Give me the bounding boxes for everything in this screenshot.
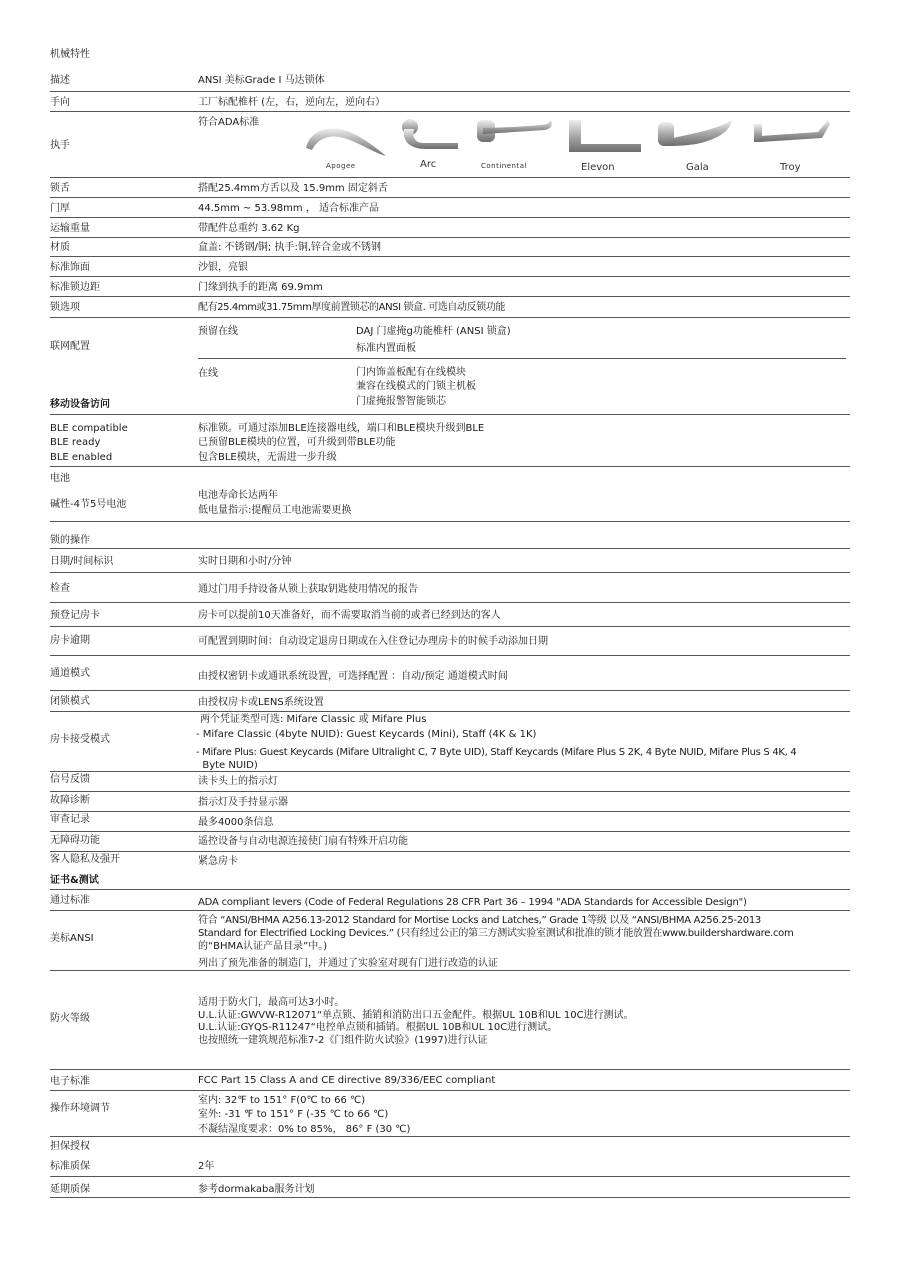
rule (50, 521, 850, 522)
ble-value-2: 已预留BLE模块的位置，可升级到带BLE功能 (198, 437, 396, 448)
rule (50, 851, 850, 852)
rule (50, 317, 850, 318)
passage-label: 通道模式 (50, 668, 90, 679)
handle-value: 符合ADA标准 (198, 117, 260, 128)
network-online-line-2: 兼容在线模式的门锁主机板 (356, 381, 476, 392)
handle-caption-gala: Gala (686, 162, 709, 173)
privacy-label: 客人隐私及强开 (50, 854, 120, 865)
handle-caption-elevon: Elevon (581, 162, 615, 173)
ext-warranty-label: 延期质保 (50, 1184, 90, 1195)
expiry-label: 房卡逾期 (50, 635, 90, 646)
fire-line-2: U.L.认证:GWVW-R12071“单点锁、插销和消防出口五金配件。根据UL 10B和UL 10C进行测试。 (198, 1010, 634, 1021)
fire-line-4: 也按照统一建筑规范标准7-2《门组件防火试验》(1997)进行认证 (198, 1035, 488, 1046)
preregister-value: 房卡可以提前10天准备好，而不需要取消当前的或者已经到达的客人 (198, 610, 501, 621)
section-warranty: 担保授权 (50, 1141, 90, 1152)
deadbolt-value: 由授权房卡或LENS系统设置 (198, 697, 324, 708)
options-label: 锁选项 (50, 302, 80, 313)
fire-label: 防火等级 (50, 1013, 90, 1024)
rule (50, 655, 850, 656)
finish-label: 标准饰面 (50, 262, 90, 273)
rule (50, 889, 850, 890)
rule (50, 177, 850, 178)
arc-lever-icon (398, 115, 460, 155)
rule (50, 217, 850, 218)
std-warranty-value: 2年 (198, 1161, 215, 1172)
rule (50, 197, 850, 198)
apogee-lever-icon (300, 118, 390, 160)
backset-label: 标准锁边距 (50, 282, 100, 293)
accessibility-value: 遥控设备与自动电源连接使门扇有特殊开启功能 (198, 836, 408, 847)
datetime-value: 实时日期和小时/分钟 (198, 556, 292, 567)
ansi-line-1: 符合 “ANSI/BHMA A256.13-2012 Standard for Mortise Locks and Latches,” Grade 1等级 以及 “ANSI/BHMA A256.25-2013 (198, 915, 761, 926)
rule (50, 256, 850, 257)
datetime-label: 日期/时间标识 (50, 556, 114, 567)
fire-line-1: 适用于防火门，最高可达3小时。 (198, 997, 345, 1008)
credential-line-3: - Mifare Plus: Guest Keycards (Mifare Ultralight C, 7 Byte UID), Staff Keycards (Mifare Plus S 2K, 4 Byte NUID, Mifare Plus S 4K, 4 (196, 747, 797, 758)
accessibility-label: 无障碍功能 (50, 835, 100, 846)
section-ops: 锁的操作 (50, 535, 90, 546)
handle-label: 执手 (50, 140, 70, 151)
privacy-value: 紧急房卡 (198, 856, 238, 867)
feedback-value: 读卡头上的指示灯 (198, 776, 278, 787)
ansi-line-3: 的“BHMA认证产品目录”中。) (198, 941, 328, 952)
expiry-value: 可配置到期时间：自动设定退房日期或在入住登记办理房卡的时候手动添加日期 (198, 636, 548, 647)
ansi-line-4: 列出了预先准备的制造门，并通过了实验室对现有门进行改造的认证 (198, 958, 498, 969)
network-online-line-3: 门虚掩报警智能锁芯 (356, 396, 446, 407)
rule (50, 572, 850, 573)
rule (50, 1176, 850, 1177)
rule (50, 1136, 850, 1137)
handle-caption-troy: Troy (780, 162, 801, 173)
rule (50, 111, 850, 112)
ble-label-2: BLE ready (50, 437, 101, 448)
section-cert: 证书&测试 (50, 875, 99, 886)
env-line-1: 室内: 32℉ to 151° F(0℃ to 66 ℃) (198, 1095, 366, 1106)
handing-label: 手向 (50, 97, 70, 108)
desc-label: 描述 (50, 75, 70, 86)
audit-value: 最多4000条信息 (198, 817, 274, 828)
rule (50, 1090, 850, 1091)
finish-value: 沙银，亮银 (198, 262, 248, 273)
credential-line-2: - Mifare Classic (4byte NUID): Guest Keycards (Mini), Staff (4K & 1K) (196, 729, 537, 740)
rule (50, 276, 850, 277)
network-ready-line-1: DAJ 门虚掩g功能椎杆 (ANSI 锁盒) (356, 326, 511, 337)
material-label: 材质 (50, 242, 70, 253)
ansi-label: 美标ANSI (50, 933, 94, 944)
rule (50, 296, 850, 297)
section-mobile: 移动设备访问 (50, 399, 110, 410)
check-value: 通过门用手持设备从锁上获取钥匙使用情况的报告 (198, 584, 418, 595)
emc-value: FCC Part 15 Class A and CE directive 89/336/EEC compliant (198, 1075, 496, 1086)
network-ready-label: 预留在线 (198, 326, 238, 337)
latch-value: 搭配25.4mm方舌以及 15.9mm 固定斜舌 (198, 183, 388, 194)
credential-line-1: 两个凭证类型可选: Mifare Classic 或 Mifare Plus (200, 714, 427, 725)
deadbolt-label: 闭锁模式 (50, 696, 90, 707)
credential-label: 房卡接受模式 (50, 734, 110, 745)
network-online-label: 在线 (198, 368, 218, 379)
door-value: 44.5mm ~ 53.98mm ， 适合标准产品 (198, 203, 379, 214)
backset-value: 门缘到执手的距离 69.9mm (198, 282, 323, 293)
section-mechanical: 机械特性 (50, 49, 90, 60)
elevon-lever-icon (565, 116, 645, 156)
ble-value-3: 包含BLE模块，无需进一步升级 (198, 452, 337, 463)
troy-lever-icon (752, 116, 832, 150)
rule (50, 414, 850, 415)
check-label: 检查 (50, 583, 70, 594)
standard-label: 通过标准 (50, 895, 90, 906)
ble-label-1: BLE compatible (50, 423, 128, 434)
latch-label: 锁舌 (50, 183, 70, 194)
passage-value: 由授权密钥卡或通讯系统设置，可选择配置 ：自动/预定 通道模式时间 (198, 671, 508, 682)
credential-line-4: Byte NUID) (196, 760, 258, 771)
rule (50, 690, 850, 691)
rule (50, 970, 850, 971)
ext-warranty-value: 参考dormakaba服务计划 (198, 1184, 315, 1195)
env-line-3: 不凝结湿度要求：0% to 85%， 86° F (30 ℃) (198, 1124, 411, 1135)
diagnostics-value: 指示灯及手持显示器 (198, 797, 288, 808)
door-label: 门厚 (50, 203, 70, 214)
section-battery: 电池 (50, 473, 70, 484)
standard-value: ADA compliant levers (Code of Federal Regulations 28 CFR Part 36 – 1994 "ADA Standards for Accessible Design") (198, 897, 747, 908)
std-warranty-label: 标准质保 (50, 1161, 90, 1172)
network-online-line-1: 门内饰盖板配有在线模块 (356, 367, 466, 378)
handle-caption-apogee: Apogee (326, 162, 356, 170)
feedback-label: 信号反馈 (50, 774, 90, 785)
rule (50, 1197, 850, 1198)
battery-label: 碱性-4节5号电池 (50, 499, 127, 510)
rule (50, 831, 850, 832)
rule (50, 711, 850, 712)
gala-lever-icon (656, 116, 736, 154)
ble-label-3: BLE enabled (50, 452, 113, 463)
preregister-label: 预登记房卡 (50, 610, 100, 621)
rule (198, 358, 846, 359)
handle-caption-arc: Arc (420, 159, 437, 170)
ansi-line-2: Standard for Electrified Locking Devices.” (只有经过公正的第三方测试实验室测试和批准的锁才能放置在www.buildershardware.com (198, 928, 794, 939)
rule (50, 771, 850, 772)
emc-label: 电子标准 (50, 1076, 90, 1087)
rule (50, 91, 850, 92)
rule (50, 1069, 850, 1070)
rule (50, 910, 850, 911)
rule (50, 237, 850, 238)
battery-line-2: 低电量指示:提醒员工电池需要更换 (198, 505, 352, 516)
desc-value: ANSI 美标Grade I 马达锁体 (198, 75, 325, 86)
network-label: 联网配置 (50, 341, 90, 352)
env-label: 操作环境调节 (50, 1103, 110, 1114)
rule (50, 466, 850, 467)
env-line-2: 室外: -31 ℉ to 151° F (-35 ℃ to 66 ℃) (198, 1109, 389, 1120)
audit-label: 审查记录 (50, 814, 90, 825)
options-value: 配有25.4mm或31.75mm厚度前置锁芯的ANSI 锁盒. 可选自动反锁功能 (198, 302, 506, 313)
weight-label: 运输重量 (50, 223, 90, 234)
weight-value: 带配件总重约 3.62 Kg (198, 223, 300, 234)
fire-line-3: U.L.认证:GYQS-R11247“电控单点锁和插销。根据UL 10B和UL 10C进行测试。 (198, 1022, 558, 1033)
rule (50, 626, 850, 627)
material-value: 盒盖: 不锈钢/铜; 执手:铜,锌合金或不锈钢 (198, 242, 382, 253)
rule (50, 548, 850, 549)
rule (50, 602, 850, 603)
handle-caption-continental: Continental (481, 162, 527, 170)
network-ready-line-2: 标准内置面板 (356, 343, 416, 354)
battery-line-1: 电池寿命长达两年 (198, 490, 278, 501)
handing-value: 工厂标配椎杆 (左，右，逆向左，逆向右） (198, 97, 386, 108)
rule (50, 791, 850, 792)
ble-value-1: 标准锁。可通过添加BLE连接器电线，端口和BLE模块升级到BLE (198, 423, 485, 434)
rule (50, 811, 850, 812)
diagnostics-label: 故障诊断 (50, 795, 90, 806)
continental-lever-icon (475, 116, 555, 150)
